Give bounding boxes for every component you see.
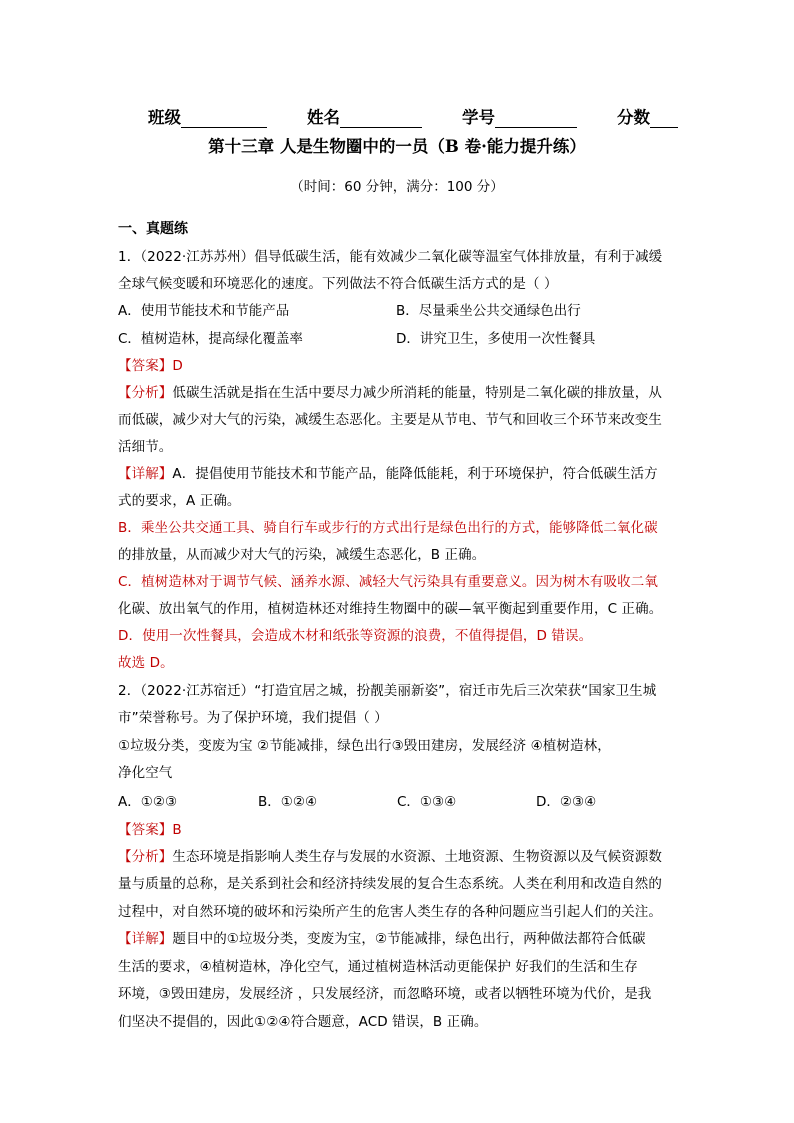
q1-detail-line3: B．乘坐公共交通工具、骑自行车或步行的方式出行是绿色出行的方式，能够降低二氧化碳: [118, 520, 658, 536]
name-label: 姓名: [307, 108, 340, 127]
class-label: 班级: [148, 108, 181, 127]
detail-label: 【详解】: [118, 931, 173, 947]
section-heading: 一、真题练: [118, 221, 188, 237]
q1-option-a: A．使用节能技术和节能产品: [118, 303, 290, 319]
q2-option-d: D．②③④: [536, 794, 597, 810]
q2-items-line1: ①垃圾分类，变废为宝 ②节能减排，绿色出行③毁田建房，发展经济 ④植树造林，: [118, 738, 611, 754]
q2-detail-line4: 们坚决不提倡的，因此①②④符合题意，ACD 错误，B 正确。: [118, 1014, 488, 1030]
q1-conclusion: 故选 D。: [118, 655, 174, 671]
detail-text: 题目中的①垃圾分类，变废为宝，②节能减排，绿色出行，两种做法都符合低碳: [172, 931, 646, 947]
q2-option-a: A．①②③: [118, 794, 178, 810]
q2-stem-line1: 2．（2022·江苏宿迁）“打造宜居之城，扮靓美丽新姿”，宿迁市先后三次荣获“国家卫生城: [118, 683, 657, 699]
q1-option-c: C．植树造林，提高绿化覆盖率: [118, 331, 303, 347]
q1-answer: 【答案】D: [118, 358, 183, 374]
detail-label: 【详解】: [118, 466, 173, 482]
q2-detail-line3: 环境，③毁田建房，发展经济 ，只发展经济，而忽略环境，或者以牺牲环境为代价，是我: [118, 986, 652, 1002]
q1-option-b: B．尽量乘坐公共交通绿色出行: [396, 303, 581, 319]
id-label: 学号: [462, 108, 495, 127]
student-info-header: [148, 104, 678, 128]
score-field: [617, 104, 678, 128]
q1-stem-line1: 1．（2022·江苏苏州）倡导低碳生活，能有效减少二氧化碳等温室气体排放量，有利于减缓: [118, 249, 663, 265]
q2-analysis-line3: 过程中，对自然环境的破坏和污染所产生的危害人类生存的各种问题应当引起人们的关注。: [118, 904, 662, 920]
id-field: [462, 104, 577, 128]
time-note: （时间：60 分钟，满分：100 分）: [290, 179, 504, 195]
id-blank[interactable]: [495, 110, 577, 128]
class-field: [148, 104, 267, 128]
q2-option-b: B．①②④: [258, 794, 318, 810]
q1-analysis-line1: [118, 381, 662, 401]
q1-stem-line2: 全球气候变暖和环境恶化的速度。下列做法不符合低碳生活方式的是（ ）: [118, 276, 558, 292]
q2-detail-line1: [118, 927, 646, 947]
analysis-text: 生态环境是指影响人类生存与发展的水资源、土地资源、生物资源以及气候资源数: [172, 849, 663, 865]
q1-analysis-line3: 活细节。: [118, 439, 173, 455]
q1-detail-line1: [118, 462, 658, 482]
name-blank[interactable]: [340, 110, 422, 128]
analysis-label: 【分析】: [118, 385, 173, 401]
score-blank[interactable]: [650, 110, 678, 128]
q2-analysis-line2: 量与质量的总称，是关系到社会和经济持续发展的复合生态系统。人类在利用和改造自然的: [118, 876, 662, 892]
q2-answer: 【答案】B: [118, 822, 182, 838]
score-label: 分数: [617, 108, 650, 127]
q2-analysis-line1: [118, 845, 662, 865]
chapter-title: 第十三章 人是生物圈中的一员（B 卷·能力提升练）: [208, 137, 586, 156]
q2-option-c: C．①③④: [397, 794, 457, 810]
q2-items-line2: 净化空气: [118, 765, 173, 781]
q2-stem-line2: 市”荣誉称号。为了保护环境，我们提倡（ ）: [118, 710, 388, 726]
analysis-text: 低碳生活就是指在生活中要尽力减少所消耗的能量，特别是二氧化碳的排放量，从: [172, 385, 663, 401]
q1-detail-line2: 式的要求，A 正确。: [118, 493, 241, 509]
q1-detail-line7: D．使用一次性餐具，会造成木材和纸张等资源的浪费，不值得提倡，D 错误。: [118, 628, 593, 644]
q2-detail-line2: 生活的要求，④植树造林，净化空气，通过植树造林活动更能保护 好我们的生活和生存: [118, 959, 638, 975]
name-field: [307, 104, 422, 128]
analysis-label: 【分析】: [118, 849, 173, 865]
q1-analysis-line2: 而低碳，减少对大气的污染，减缓生态恶化。主要是从节电、节气和回收三个环节来改变生: [118, 412, 662, 428]
class-blank[interactable]: [181, 110, 267, 128]
q1-detail-line6: 化碳、放出氧气的作用，植树造林还对维持生物圈中的碳—氧平衡起到重要作用，C 正确。: [118, 601, 663, 617]
q1-detail-line5: C．植树造林对于调节气候、涵养水源、减轻大气污染具有重要意义。因为树木有吸收二氧: [118, 574, 658, 590]
q1-option-d: D．讲究卫生，多使用一次性餐具: [396, 331, 596, 347]
q1-detail-line4: 的排放量，从而减少对大气的污染，减缓生态恶化，B 正确。: [118, 547, 486, 563]
detail-text: A．提倡使用节能技术和节能产品，能降低能耗，利于环境保护，符合低碳生活方: [172, 466, 658, 482]
